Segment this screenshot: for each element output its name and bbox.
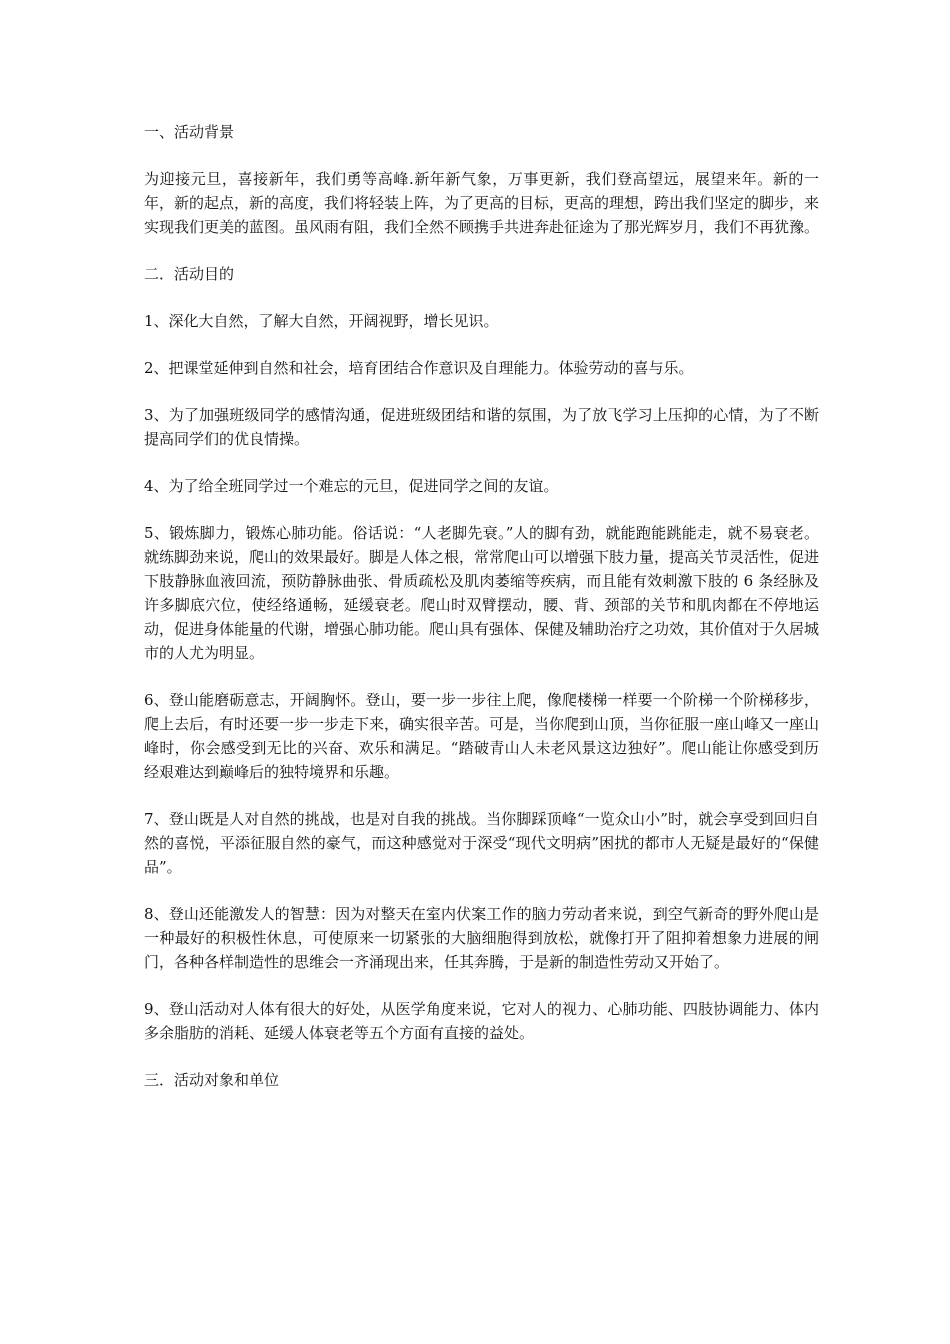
purpose-item-4: 4、为了给全班同学过一个难忘的元旦，促进同学之间的友谊。	[144, 477, 559, 495]
purpose-item-1: 1、深化大自然，了解大自然，开阔视野，增长见识。	[144, 312, 499, 330]
purpose-item-8: 8、登山还能激发人的智慧：因为对整天在室内伏案工作的脑力劳动者来说，到空气新奇的野外爬山是一种最好的积极性休息，可使原来一切紧张的大脑细胞得到放松，就像打开了阻抑着想象力进展的闸门，各种各样制造性的思维会一齐涌现出来，任其奔腾，于是新的制造性劳动又开始了。	[144, 905, 819, 971]
purpose-item-6: 6、登山能磨砺意志，开阔胸怀。登山，要一步一步往上爬，像爬楼梯一样要一个阶梯一个阶梯移步，爬上去后，有时还要一步一步走下来，确实很辛苦。可是，当你爬到山顶，当你征服一座山峰又一座山峰时，你会感受到无比的兴奋、欢乐和满足。“踏破青山人未老风景这边独好”。爬山能让你感受到历经艰难达到巅峰后的独特境界和乐趣。	[144, 691, 820, 781]
purpose-item-7: 7、登山既是人对自然的挑战，也是对自我的挑战。当你脚踩顶峰“一览众山小”时，就会享受到回归自然的喜悦，平添征服自然的豪气，而这种感觉对于深受“现代文明病”困扰的都市人无疑是最好的“保健品”。	[144, 810, 819, 876]
section-heading-background: 一、活动背景	[144, 123, 235, 141]
purpose-item-3: 3、为了加强班级同学的感情沟通，促进班级团结和谐的氛围，为了放飞学习上压抑的心情，为了不断提高同学们的优良情操。	[144, 406, 819, 448]
purpose-item-9: 9、登山活动对人体有很大的好处，从医学角度来说，它对人的视力、心肺功能、四肢协调能力、体内多余脂肪的消耗、延缓人体衰老等五个方面有直接的益处。	[144, 1000, 819, 1042]
document-body	[144, 120, 819, 1115]
section-heading-purpose: 二．活动目的	[144, 265, 235, 283]
purpose-item-2: 2、把课堂延伸到自然和社会，培育团结合作意识及自理能力。体验劳动的喜与乐。	[144, 359, 694, 377]
purpose-item-5: 5、锻炼脚力，锻炼心肺功能。俗话说：“人老脚先衰。”人的脚有劲，就能跑能跳能走，就不易衰老。就练脚劲来说，爬山的效果最好。脚是人体之根，常常爬山可以增强下肢力量，提高关节灵活性，促进下肢静脉血液回流，预防静脉曲张、骨质疏松及肌肉萎缩等疾病，而且能有效刺激下肢的 6 条经脉及许多脚底穴位，使经络通畅，延缓衰老。爬山时双臂摆动，腰、背、颈部的关节和肌肉都在不停地运动，促进身体能量的代谢，增强心肺功能。爬山具有强体、保健及辅助治疗之功效，其价值对于久居城市的人尤为明显。	[144, 524, 820, 662]
background-paragraph: 为迎接元旦，喜接新年，我们勇等高峰.新年新气象，万事更新，我们登高望远，展望来年。新的一年，新的起点，新的高度，我们将轻装上阵，为了更高的目标，更高的理想，跨出我们坚定的脚步，来实现我们更美的蓝图。虽风雨有阻，我们全然不顾携手共进奔赴征途为了那光辉岁月，我们不再犹豫。	[144, 170, 820, 236]
section-heading-participants: 三．活动对象和单位	[144, 1071, 280, 1089]
